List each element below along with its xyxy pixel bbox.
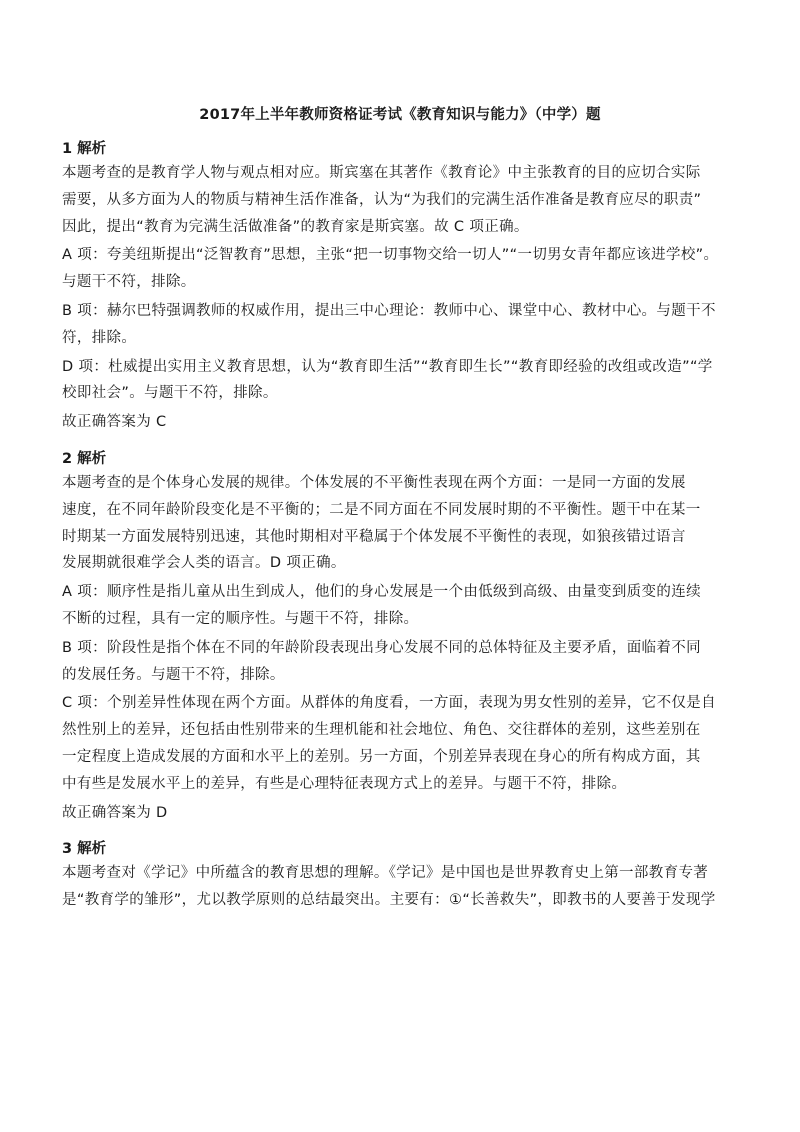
paragraph [62, 690, 738, 797]
text-line: 本题考查的是教育学人物与观点相对应。斯宾塞在其著作《教育论》中主张教育的目的应切合实际 [62, 165, 701, 181]
document-title: 2017年上半年教师资格证考试《教育知识与能力》（中学）题 [199, 107, 601, 123]
text-line: 需要，从多方面为人的物质与精神生活作准备，认为“为我们的完满生活作准备是教育应尽的职责” [62, 191, 702, 208]
text-line: 然性别上的差异，还包括由性别带来的生理机能和社会地位、角色、交往群体的差别，这些差别在 [62, 722, 701, 739]
text-line: B 项：阶段性是指个体在不同的年龄阶段表现出身心发展不同的总体特征及主要矛盾，面临着不同 [62, 639, 701, 656]
text-line: 本题考查对《学记》中所蕴含的教育思想的理解。《学记》是中国也是世界教育史上第一部教育专著 [62, 865, 709, 882]
text-line: A 项：夸美纽斯提出“泛智教育”思想，主张“把一切事物交给一切人”“一切男女青年都应该进学校”。 [62, 247, 719, 264]
answer-line: 故正确答案为 C [62, 414, 167, 431]
paragraph [62, 635, 738, 689]
paragraph [62, 354, 738, 408]
paragraph [62, 860, 738, 914]
analysis-section [62, 448, 738, 826]
text-line: 与题干不符，排除。 [62, 274, 196, 291]
paragraph [62, 470, 738, 577]
answer-line: 故正确答案为 D [62, 804, 168, 821]
text-line: 的发展任务。与题干不符，排除。 [62, 666, 285, 683]
text-line: 速度，在不同年龄阶段变化是不平衡的；二是不同方面在不同发展时期的不平衡性。题干中在某一 [62, 501, 701, 518]
text-line: D 项：杜威提出实用主义教育思想，认为“教育即生活”“教育即生长”“教育即经验的改组或改造”“学 [62, 358, 713, 375]
analysis-sections [62, 138, 738, 914]
text-line: 校即社会”。与题干不符，排除。 [62, 385, 278, 402]
text-line: B 项：赫尔巴特强调教师的权威作用，提出三中心理论：教师中心、课堂中心、教材中心。与题干不 [62, 302, 716, 319]
section-heading: 2 解析 [62, 450, 107, 467]
paragraph [62, 160, 738, 240]
text-line: 一定程度上造成发展的方面和水平上的差别。另一方面，个别差异表现在身心的所有构成方面，其 [62, 748, 701, 765]
text-line: 发展期就很难学会人类的语言。D 项正确。 [62, 555, 346, 572]
text-line: 符，排除。 [62, 329, 137, 346]
section-heading: 3 解析 [62, 841, 107, 858]
text-line: 因此，提出“教育为完满生活做准备”的教育家是斯宾塞。故 C 项正确。 [62, 218, 529, 235]
text-line: C 项：个别差异性体现在两个方面。从群体的角度看，一方面，表现为男女性别的差异，它不仅是自 [62, 695, 716, 712]
paragraph [62, 579, 738, 633]
text-line: 是“教育学的雏形”，尤以教学原则的总结最突出。主要有：①“长善救失”，即教书的人要善于发现学 [62, 892, 716, 909]
section-heading: 1 解析 [62, 141, 107, 157]
text-line: 中有些是发展水平上的差异，有些是心理特征表现方式上的差异。与题干不符，排除。 [62, 775, 627, 792]
analysis-section [62, 138, 738, 436]
text-line: A 项：顺序性是指儿童从出生到成人，他们的身心发展是一个由低级到高级、由量变到质变的连续 [62, 584, 701, 601]
text-line: 时期某一方面发展特别迅速，其他时期相对平稳属于个体发展不平衡性的表现，如狼孩错过语言 [62, 528, 686, 545]
text-line: 本题考查的是个体身心发展的规律。个体发展的不平衡性表现在两个方面：一是同一方面的发展 [62, 474, 686, 491]
analysis-section [62, 838, 738, 914]
paragraph [62, 242, 738, 296]
paragraph [62, 298, 738, 352]
text-line: 不断的过程，具有一定的顺序性。与题干不符，排除。 [62, 610, 419, 627]
